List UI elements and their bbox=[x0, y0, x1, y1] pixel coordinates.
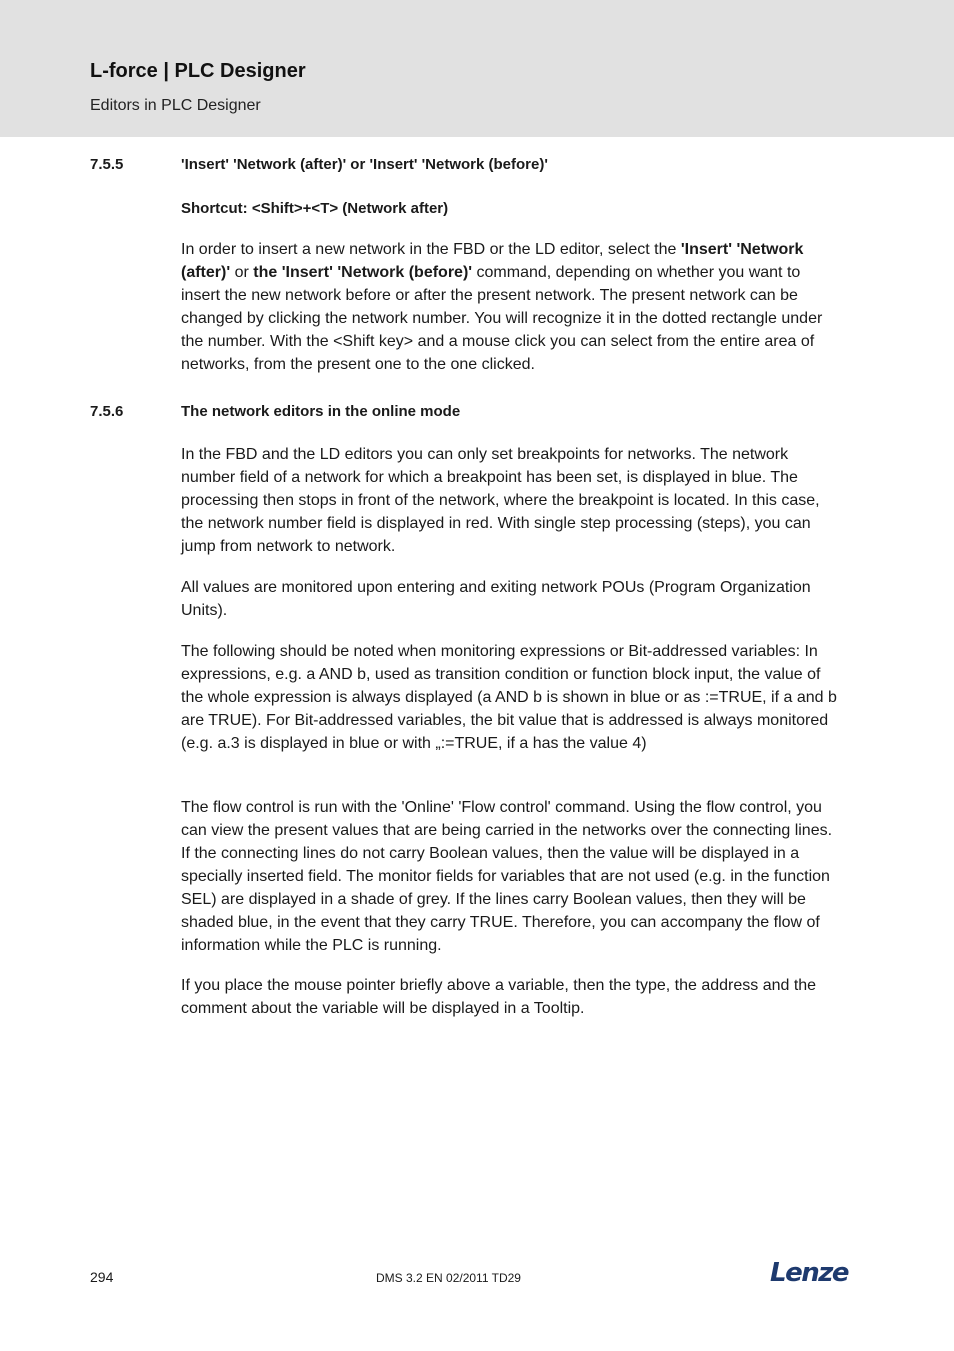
paragraph: The following should be noted when monitoring expressions or Bit-addressed variables: In expressions, e.g. a AND b, used as transition condition or function block input, the value of the whole expression is always displayed (a AND b is shown in blue or as :=TRUE, if a and b are TRUE). For Bit-addressed variables, the bit value that is addressed is always monitored (e.g. a.3 is displayed in blue or with „:=TRUE, if a has the value 4) bbox=[181, 643, 837, 752]
shortcut-line: Shortcut: <Shift>+<T> (Network after) bbox=[181, 200, 449, 217]
section-number: 7.5.5 bbox=[90, 156, 124, 173]
text-run: In order to insert a new network in the FBD or the LD editor, select the bbox=[181, 241, 681, 258]
text-run: or bbox=[230, 264, 254, 281]
section-number: 7.5.6 bbox=[90, 403, 124, 420]
paragraph: The flow control is run with the 'Online' 'Flow control' command. Using the flow control, you can view the present values that are being carried in the networks over the connecting lines. If the connecting lines do not carry Boolean values, then the value will be displayed in a specially inserted field. The monitor fields for variables that are not used (e.g. in the function SEL) are displayed in a shade of grey. If the lines carry Boolean values, then they will be shaded blue, in the event that they carry TRUE. Therefore, you can accompany the flow of information while the PLC is running. bbox=[181, 799, 833, 954]
command-name: the 'Insert' 'Network (before)' bbox=[253, 264, 473, 281]
command-name: 'Insert' 'Network (after)' bbox=[181, 241, 804, 281]
document-id: DMS 3.2 EN 02/2011 TD29 bbox=[376, 1271, 521, 1285]
lenze-logo: Lenze bbox=[770, 1258, 848, 1288]
paragraph: In the FBD and the LD editors you can only set breakpoints for networks. The network number field of a network for which a breakpoint has been set, is displayed in blue. The processing then stops in front of the network, where the breakpoint is located. In this case, the network number field is displayed in red. With single step processing (steps), you can jump from network to network. bbox=[181, 446, 820, 555]
section-title: 'Insert' 'Network (after)' or 'Insert' 'Network (before)' bbox=[181, 156, 548, 173]
text-run: command, depending on whether you want to insert the new network before or after the present network. The present network can be changed by clicking the network number. You will recognize it in the dotted rectangle under the number. With the <Shift key> and a mouse click you can select from the entire area of networks, from the present one to the one clicked. bbox=[181, 264, 823, 373]
paragraph bbox=[181, 238, 841, 376]
paragraph: All values are monitored upon entering and exiting network POUs (Program Organization Units). bbox=[181, 579, 811, 619]
paragraph: If you place the mouse pointer briefly above a variable, then the type, the address and the comment about the variable will be displayed in a Tooltip. bbox=[181, 977, 817, 1017]
page-number: 294 bbox=[90, 1269, 114, 1285]
section-title: The network editors in the online mode bbox=[181, 403, 461, 420]
document-title: L-force | PLC Designer bbox=[90, 60, 306, 82]
chapter-subtitle: Editors in PLC Designer bbox=[90, 97, 261, 114]
